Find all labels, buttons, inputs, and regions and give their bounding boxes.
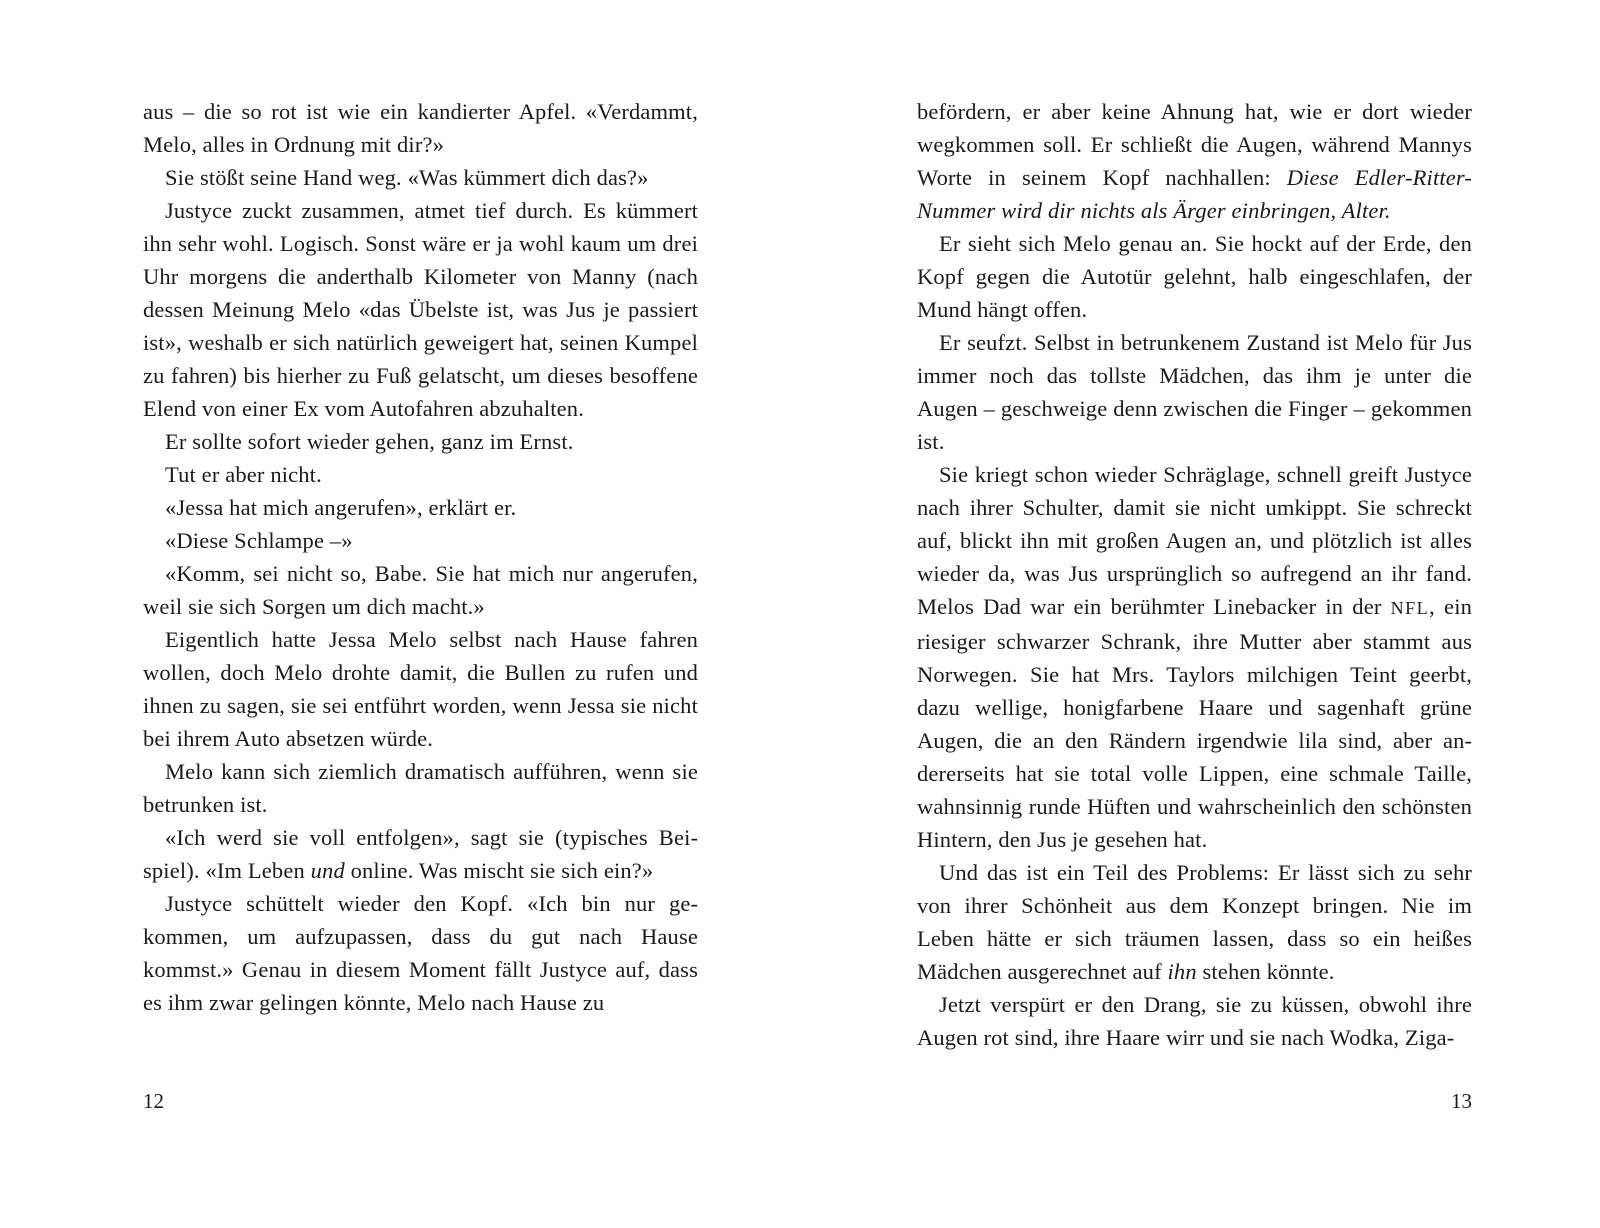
text-run: Tut er aber nicht. — [165, 462, 322, 487]
page-number-left: 12 — [143, 1089, 164, 1113]
paragraph — [143, 755, 698, 821]
paragraph — [143, 194, 698, 425]
text-run: befördern, er aber keine Ahnung hat, wie er dort wieder wegkommen soll. Er schließt die Augen, während Mannys Worte in seinem Kopf nachhallen: — [917, 99, 1472, 190]
text-run: Er sollte sofort wieder gehen, ganz im Ernst. — [165, 429, 574, 454]
paragraph — [143, 524, 698, 557]
paragraph — [917, 458, 1472, 856]
paragraph — [917, 95, 1472, 227]
text-run: Sie stößt seine Hand weg. «Was kümmert dich das?» — [165, 165, 649, 190]
italic-text: und — [310, 858, 345, 883]
paragraph — [143, 95, 698, 161]
text-run: Und das ist ein Teil des Problems: Er lässt sich zu sehr von ihrer Schönheit aus dem Konzept bringen. Nie im Leben hätte er sich träumen lassen, dass so ein heißes Mädchen ausgerechnet auf — [917, 860, 1472, 984]
text-run: Melo kann sich ziemlich dramatisch aufführen, wenn sie betrunken ist. — [143, 759, 698, 817]
left-page-text — [143, 95, 698, 1019]
paragraph — [143, 425, 698, 458]
paragraph — [143, 458, 698, 491]
text-run: Jetzt verspürt er den Drang, sie zu küssen, obwohl ihre Augen rot sind, ihre Haare wirr und sie nach Wodka, Ziga- — [917, 992, 1472, 1050]
text-run: Er seufzt. Selbst in betrunkenem Zustand ist Melo für Jus immer noch das tollste Mädchen, das ihm je unter die Augen – geschweige denn zwischen die Finger – gekommen ist. — [917, 330, 1472, 454]
left-page — [143, 0, 698, 1228]
text-run: online. Was mischt sie sich ein?» — [344, 858, 654, 883]
text-run: «Diese Schlampe –» — [165, 528, 353, 553]
text-run: «Jessa hat mich angerufen», erklärt er. — [165, 495, 517, 520]
paragraph — [917, 856, 1472, 988]
text-run: , ein riesiger schwarzer Schrank, ihre Mutter aber stammt aus Norwegen. Sie hat Mrs. Taylors milchigen Teint geerbt, dazu wellige, honigfarbene Haare und sagenhaft grüne Augen, die an den Rändern irgendwie lila sind, aber andererseits hat sie total volle Lippen, eine schmale Taille, wahnsinnig runde Hüften und wahrscheinlich den schönsten Hintern, den Jus je gesehen hat. — [917, 594, 1472, 852]
paragraph — [143, 887, 698, 1019]
paragraph — [143, 557, 698, 623]
right-page-text — [917, 95, 1472, 1054]
text-run: «Ich werd sie voll entfolgen», sagt sie (typisches Beispiel). «Im Leben — [143, 825, 698, 883]
text-run: Eigentlich hatte Jessa Melo selbst nach Hause fahren wollen, doch Melo drohte damit, die Bullen zu rufen und ihnen zu sagen, sie sei entführt worden, wenn Jessa sie nicht bei ihrem Auto absetzen würde. — [143, 627, 698, 751]
paragraph — [917, 988, 1472, 1054]
text-run: aus – die so rot ist wie ein kandierter Apfel. «Verdammt, Melo, alles in Ordnung mit dir?» — [143, 99, 698, 157]
text-run: Er sieht sich Melo genau an. Sie hockt auf der Erde, den Kopf gegen die Autotür gelehnt, halb eingeschlafen, der Mund hängt offen. — [917, 231, 1472, 322]
paragraph — [917, 227, 1472, 326]
paragraph — [143, 821, 698, 887]
paragraph — [143, 623, 698, 755]
text-run: Justyce schüttelt wieder den Kopf. «Ich bin nur gekommen, um aufzupassen, dass du gut nach Hause kommst.» Genau in diesem Moment fällt Justyce auf, dass es ihm zwar gelingen könnte, Melo nach Hause zu — [143, 891, 698, 1015]
page-number-right: 13 — [1451, 1089, 1472, 1113]
text-run: «Komm, sei nicht so, Babe. Sie hat mich nur angerufen, weil sie sich Sorgen um dich macht.» — [143, 561, 698, 619]
smallcaps-text: NFL — [1390, 598, 1430, 618]
italic-text: ihn — [1167, 959, 1197, 984]
paragraph — [143, 161, 698, 194]
paragraph — [143, 491, 698, 524]
italic-text: Diese Edler-Ritter-Nummer wird dir nichts als Ärger einbringen, Alter. — [917, 165, 1472, 223]
paragraph — [917, 326, 1472, 458]
text-run: Justyce zuckt zusammen, atmet tief durch. Es kümmert ihn sehr wohl. Logisch. Sonst wäre er ja wohl kaum um drei Uhr morgens die anderthalb Kilometer von Manny (nach dessen Meinung Melo «das Übelste ist, was Jus je passiert ist», weshalb er sich natürlich geweigert hat, seinen Kumpel zu fahren) bis hierher zu Fuß gelatscht, um dieses besoffene Elend von einer Ex vom Autofahren abzuhalten. — [143, 198, 698, 421]
text-run: Sie kriegt schon wieder Schräglage, schnell greift Justyce nach ihrer Schulter, damit sie nicht umkippt. Sie schreckt auf, blickt ihn mit großen Augen an, und plötzlich ist alles wieder da, was Jus ursprünglich so aufregend an ihr fand. Melos Dad war ein berühmter Linebacker in der — [917, 462, 1472, 619]
right-page — [917, 0, 1472, 1228]
text-run: stehen könnte. — [1196, 959, 1335, 984]
